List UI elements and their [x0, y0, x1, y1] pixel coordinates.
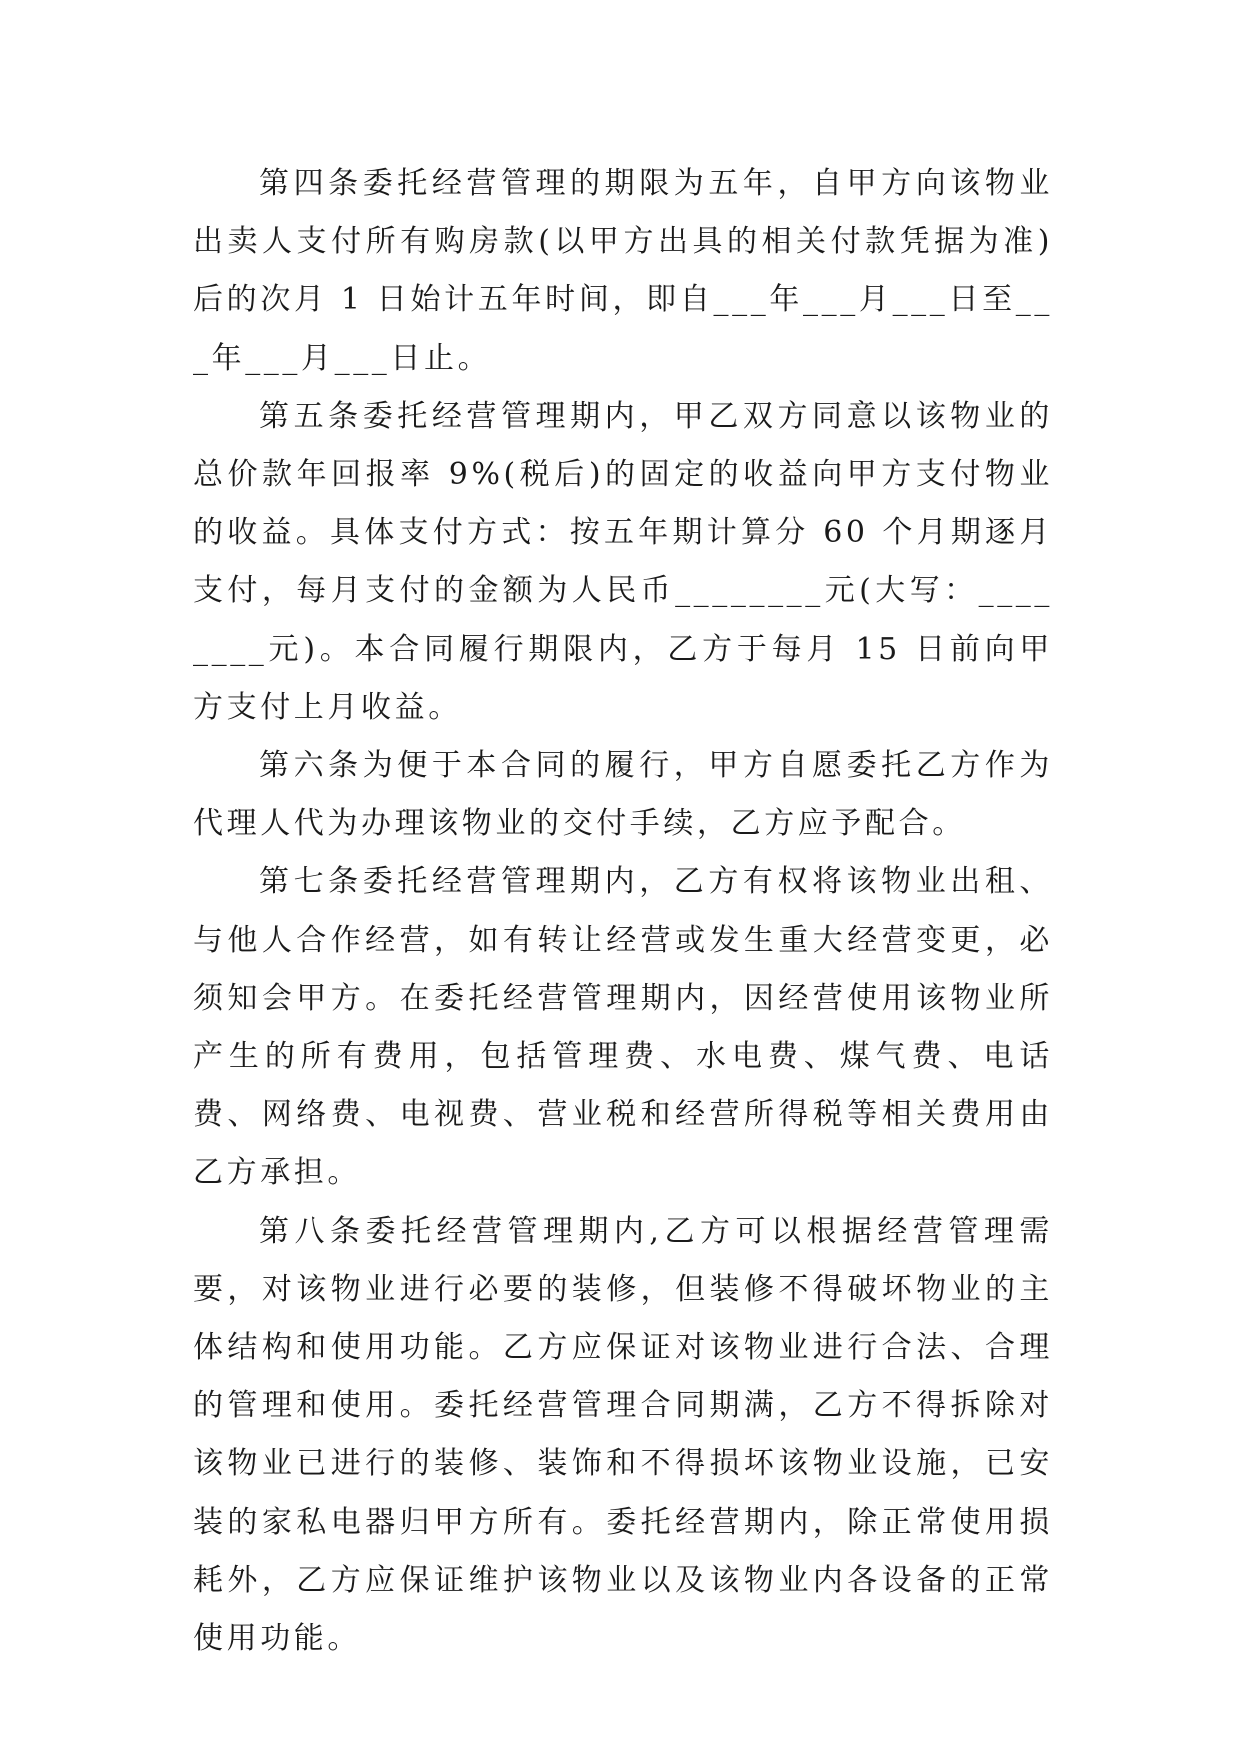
document-body	[193, 155, 1053, 1668]
article-6-paragraph: 第六条为便于本合同的履行，甲方自愿委托乙方作为代理人代为办理该物业的交付手续，乙方应予配合。	[193, 748, 1053, 842]
article-5-paragraph: 第五条委托经营管理期内，甲乙双方同意以该物业的总价款年回报率 9%(税后)的固定的收益向甲方支付物业的收益。具体支付方式：按五年期计算分 60 个月期逐月支付，每月支付的金额为人民币________元(大写：________元)。本合同履行期限内，乙方于每月 15 日前向甲方支付上月收益。	[193, 398, 1053, 725]
article-4-paragraph: 第四条委托经营管理的期限为五年，自甲方向该物业出卖人支付所有购房款(以甲方出具的相关付款凭据为准)后的次月 1 日始计五年时间，即自___年___月___日至___年___月___日止。	[193, 166, 1053, 376]
article-8-paragraph: 第八条委托经营管理期内,乙方可以根据经营管理需要，对该物业进行必要的装修，但装修不得破坏物业的主体结构和使用功能。乙方应保证对该物业进行合法、合理的管理和使用。委托经营管理合同期满，乙方不得拆除对该物业已进行的装修、装饰和不得损坏该物业设施，已安装的家私电器归甲方所有。委托经营期内，除正常使用损耗外，乙方应保证维护该物业以及该物业内各设备的正常使用功能。	[193, 1213, 1053, 1657]
article-7-paragraph: 第七条委托经营管理期内，乙方有权将该物业出租、与他人合作经营，如有转让经营或发生重大经营变更，必须知会甲方。在委托经营管理期内，因经营使用该物业所产生的所有费用，包括管理费、水电费、煤气费、电话费、网络费、电视费、营业税和经营所得税等相关费用由乙方承担。	[193, 864, 1053, 1191]
